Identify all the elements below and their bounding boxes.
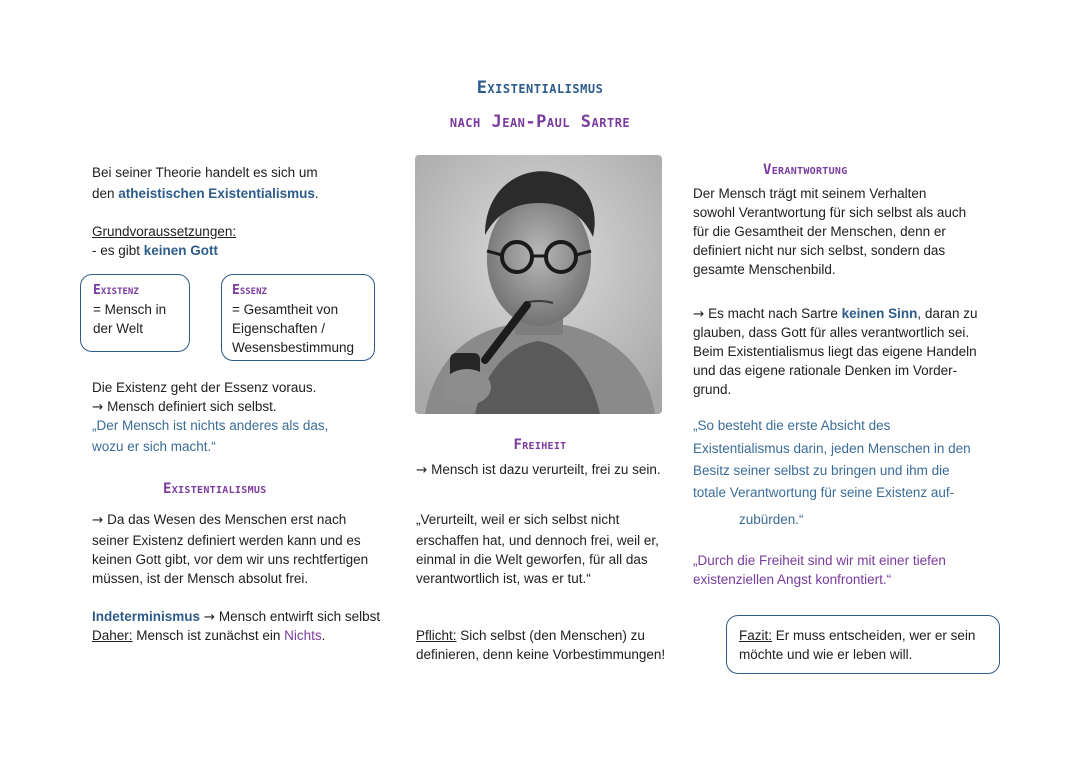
- arrow-right-icon: →: [92, 399, 104, 415]
- freiheit-heading: Freiheit: [513, 437, 567, 453]
- pflicht-line-2: definieren, denn keine Vorbestimmungen!: [416, 647, 666, 662]
- right-quote2-1: „Durch die Freiheit sind wir mit einer tiefen: [693, 553, 946, 568]
- existenz-line-2: der Welt: [93, 321, 144, 336]
- pflicht-label: Pflicht:: [416, 628, 457, 643]
- pflicht-line-1: [416, 626, 645, 645]
- arrow-right-icon: →: [92, 512, 104, 528]
- essenz-box: [221, 274, 375, 361]
- arrow-right-icon: →: [203, 609, 216, 625]
- intro-line-1: Bei seiner Theorie handelt es sich um: [92, 165, 318, 180]
- right-p1-4: definiert nicht nur sich selbst, sondern das: [693, 243, 946, 258]
- middle-quote-4: verantwortlich ist, was er tut.“: [416, 571, 591, 586]
- right-quote1-4: totale Verantwortung für seine Existenz auf-: [693, 485, 955, 500]
- intro-suffix: .: [314, 186, 319, 201]
- right-p1-2: sowohl Verantwortung für sich selbst als auch: [693, 205, 967, 220]
- grund-bold: keinen Gott: [143, 243, 219, 258]
- right-quote1-2: Existentialismus darin, jeden Menschen in den: [693, 441, 971, 456]
- existenz-heading: Existenz: [93, 283, 139, 298]
- right-quote1-1: „So besteht die erste Absicht des: [693, 418, 891, 433]
- fazit-line-2: möchte und wie er leben will.: [739, 647, 913, 662]
- daher-text: Mensch ist zunächst ein: [136, 628, 285, 643]
- para-line-4: müssen, ist der Mensch absolut frei.: [92, 571, 309, 586]
- indeterminismus-bold: Indeterminismus: [92, 609, 201, 624]
- right-p2-prefix: Es macht nach Sartre: [708, 306, 842, 321]
- freiheit-text: Mensch ist dazu verurteilt, frei zu sein.: [431, 462, 661, 477]
- sartre-photo: [415, 155, 662, 414]
- arrow-right-icon: →: [416, 462, 428, 478]
- middle-quote-3: einmal in die Welt geworfen, für all das: [416, 552, 648, 567]
- fazit-label: Fazit:: [739, 628, 773, 643]
- intro-bold: atheistischen Existentialismus: [118, 186, 315, 201]
- grund-prefix: - es gibt: [92, 243, 144, 258]
- quote-line-1: „Der Mensch ist nichts anderes als das,: [92, 418, 329, 433]
- grund-line: [92, 241, 218, 260]
- fazit-line-1: [739, 626, 999, 645]
- daher-end: .: [321, 628, 326, 643]
- page-subtitle: nach Jean-Paul Sartre: [449, 112, 631, 132]
- right-p2-suffix: , daran zu: [917, 306, 978, 321]
- middle-quote-2: erschaffen hat, und dennoch frei, weil er,: [416, 533, 659, 548]
- existenz-text-2: Mensch definiert sich selbst.: [107, 399, 277, 414]
- existenz-text-2-row: [92, 397, 277, 417]
- essenz-line-2: Eigenschaften /: [232, 321, 326, 336]
- verantwortung-heading: Verantwortung: [763, 162, 848, 178]
- essenz-heading: Essenz: [232, 283, 267, 298]
- right-p2-1: [693, 304, 977, 324]
- page-title: Existentialismus: [476, 78, 604, 98]
- daher-purple: Nichts: [284, 628, 322, 643]
- intro-line-2: [92, 184, 319, 203]
- existenz-box: [80, 274, 190, 352]
- existentialismus-heading: Existentialismus: [163, 481, 267, 497]
- pflicht-text-1: Sich selbst (den Menschen) zu: [460, 628, 645, 643]
- indeterminismus-line: [92, 607, 380, 627]
- freiheit-line: [416, 460, 661, 480]
- quote-line-2: wozu er sich macht.“: [92, 439, 216, 454]
- middle-quote-1: „Verurteilt, weil er sich selbst nicht: [416, 512, 620, 527]
- right-quote2-2: existenziellen Angst konfrontiert.“: [693, 572, 892, 587]
- right-p2-3: Beim Existentialismus liegt das eigene Handeln: [693, 344, 977, 359]
- para-text-1: Da das Wesen des Menschen erst nach: [107, 512, 347, 527]
- grund-heading: Grundvoraussetzungen:: [92, 224, 237, 239]
- para-line-2: seiner Existenz definiert werden kann und es: [92, 533, 361, 548]
- right-p1-3: für die Gesamtheit der Menschen, denn er: [693, 224, 946, 239]
- essenz-line-3: Wesensbestimmung: [232, 340, 355, 355]
- right-p2-bold: keinen Sinn: [841, 306, 918, 321]
- right-quote1-3: Besitz seiner selbst zu bringen und ihm die: [693, 463, 950, 478]
- right-p2-4: und das eigene rationale Denken im Vorder-: [693, 363, 958, 378]
- fazit-text-1: Er muss entscheiden, wer er sein: [775, 628, 976, 643]
- para-line-3: keinen Gott gibt, vor dem wir uns rechtfertigen: [92, 552, 369, 567]
- existenz-line-1: = Mensch in: [93, 302, 167, 317]
- right-quote1-5: zubürden.“: [739, 512, 804, 527]
- right-p1-5: gesamte Menschenbild.: [693, 262, 836, 277]
- daher-line: [92, 626, 325, 645]
- existenz-text-1: Die Existenz geht der Essenz voraus.: [92, 380, 317, 395]
- indeterminismus-text: Mensch entwirft sich selbst: [218, 609, 381, 624]
- intro-prefix: den: [92, 186, 119, 201]
- fazit-box: [726, 615, 1000, 674]
- right-p1-1: Der Mensch trägt mit seinem Verhalten: [693, 186, 927, 201]
- right-p2-2: glauben, dass Gott für alles verantwortlich sei.: [693, 325, 970, 340]
- essenz-line-1: = Gesamtheit von: [232, 302, 339, 317]
- right-p2-5: grund.: [693, 382, 732, 397]
- portrait-illustration: [415, 155, 662, 414]
- daher-label: Daher:: [92, 628, 133, 643]
- arrow-right-icon: →: [693, 306, 705, 322]
- para-line-1: [92, 510, 346, 530]
